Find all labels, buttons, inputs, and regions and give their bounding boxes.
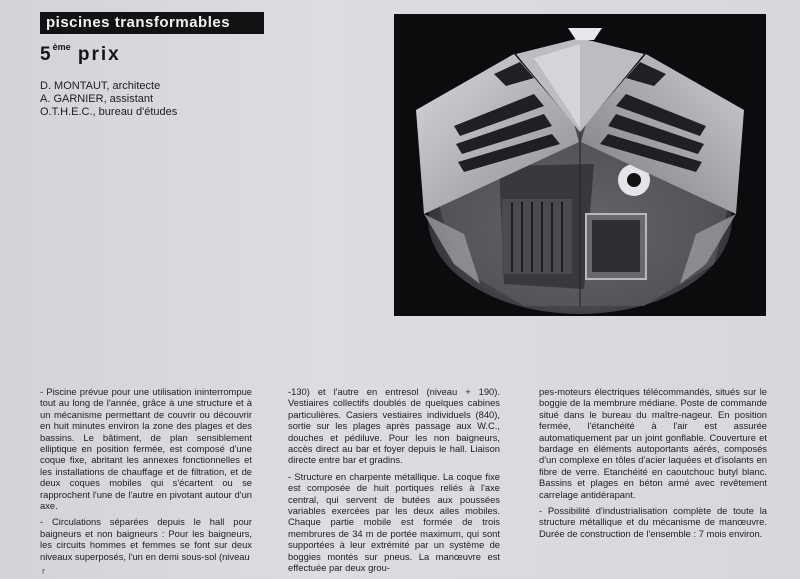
section-title: piscines transformables <box>40 12 264 34</box>
prize-word: prix <box>77 44 121 65</box>
paragraph: - Piscine prévue pour une utilisation ininterrompue tout au long de l'année, grâce à une structure et à un mécanisme permettant de couvrir ou découvrir en huit minutes environ la zone des plages et des bassins. Le bâtiment, de plan sensiblement elliptique en position fermée, est composé d'une coque fixe, abritant les annexes fonctionnelles et les installations de chauffage et de filtration, et de deux coques mobiles qui s'écartent ou se rapprochent l'une de l'autre en pivotant autour d'un axe. <box>40 386 252 512</box>
text-column-2 <box>288 386 500 579</box>
prize-number: 5 <box>40 44 53 65</box>
page-mark: r <box>42 566 45 576</box>
model-photo <box>394 14 766 316</box>
paragraph: - Circulations séparées depuis le hall pour baigneurs et non baigneurs : Pour les baigneurs, les circuits hommes et femmes se font sur deux niveaux superposés, l'un en demi sous-sol (niveau <box>40 516 252 562</box>
paragraph: - Structure en charpente métallique. La coque fixe est composée de huit portiques reliés à l'axe central, qui servent de butées aux poussées variables exercées par les deux ailes mobiles. Chaque partie mobile est formée de trois membrures de 34 m de portée maximum, qui sont supportées à leur extrémité par un système de boggies montés sur pneus. La manœuvre est effectuée par deux grou- <box>288 470 500 574</box>
model-photo-icon <box>394 14 766 316</box>
credits-list <box>40 80 177 119</box>
prize-heading <box>40 41 121 66</box>
credit-architect: D. MONTAUT, architecte <box>40 80 161 92</box>
credit-assistant: A. GARNIER, assistant <box>40 93 154 105</box>
text-column-1 <box>40 386 252 567</box>
paragraph: -130) et l'autre en entresol (niveau + 190). Vestiaires collectifs doublés de quelques cabines particulières. Casiers vestiaires individuels (840), sortie sur les plages après passage aux W.C., douches et pédiluve. Pour les non baigneurs, accès direct au bar et foyer depuis le hall. Liaison directe entre bar et gradins. <box>288 386 500 466</box>
credit-engineering: O.T.H.E.C., bureau d'études <box>40 106 178 118</box>
paragraph: pes-moteurs électriques télécommandés, situés sur le boggie de la membrure médiane. Poste de commande situé dans le bureau du maître-nageur. En position fermée, l'étanchéité à l'air est assurée automatiquement par un joint gonflable. Couverture et bardage en éléments autoportants aérés, composés d'un complexe en tôles d'acier laquées et d'isolants en fibre de verre. Etanchéité en caoutchouc butyl blanc. Bassins et plages en béton armé avec revêtement carrelage antidérapant. <box>539 386 767 500</box>
paragraph: - Possibilité d'industrialisation complète de toute la structure métallique et du mécanisme de manœuvre. Durée de construction de l'ensemble : 7 mois environ. <box>539 505 767 539</box>
text-column-3 <box>539 386 767 544</box>
prize-superscript: ème <box>52 41 71 52</box>
